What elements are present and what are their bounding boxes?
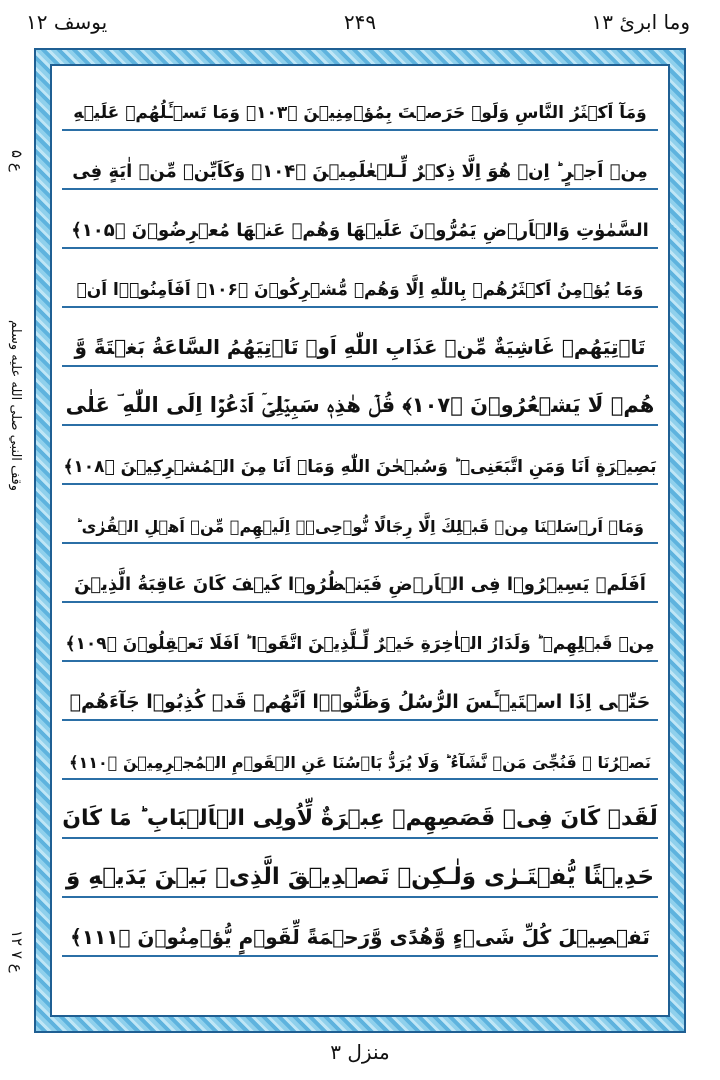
- text-line: مِنۡ اَجۡرٍ ؕ اِنۡ هُوَ اِلَّا ذِكۡرٌ لِّـلۡعٰلَمِيۡنَ ﴿۱۰۴﴾ وَكَاَيِّنۡ مِّنۡ اٰيَةٍ فِى: [62, 131, 658, 190]
- text-line: حَتّٰۤى اِذَا اسۡتَيۡـَٔسَ الرُّسُلُ وَظَنُّوۡۤا اَنَّهُمۡ قَدۡ كُذِبُوۡا جَآءَهُمۡ: [62, 662, 658, 721]
- margin-note: ﻭﻗﻒ ﺍﻟﻨﺒﻲ ﺻﻠﻰ ﺍﻟﻠﻪ ﻋﻠﻴﻪ ﻭﺳﻠﻢ: [8, 320, 23, 491]
- text-line: وَمَا يُؤۡمِنُ اَكۡثَرُهُمۡ بِاللّٰهِ اِلَّا وَهُمۡ مُّشۡرِكُوۡنَ ﴿۱۰۶﴾ اَفَاَمِنُوۡۤا اَنۡ: [62, 249, 658, 308]
- text-line: تَفۡصِيۡلَ كُلِّ شَىۡءٍ وَّهُدًى وَّرَحۡمَةً لِّقَوۡمٍ يُّؤۡمِنُوۡنَ ﴿۱۱۱﴾: [62, 898, 658, 957]
- text-line: هُمۡ لَا يَشۡعُرُوۡنَ ﴿۱۰۷﴾ قُلۡ هٰذِهٖ سَبِيۡلِىۡۤ اَدۡعُوۡۤا اِلَى اللّٰهِ ؔ عَلٰى: [62, 367, 658, 426]
- text-line: السَّمٰوٰتِ وَالۡاَرۡضِ يَمُرُّوۡنَ عَلَيۡهَا وَهُمۡ عَنۡهَا مُعۡرِضُوۡنَ ﴿۱۰۵﴾: [62, 190, 658, 249]
- text-line: تَاۡتِيَهُمۡ غَاشِيَةٌ مِّنۡ عَذَابِ اللّٰهِ اَوۡ تَاۡتِيَهُمُ السَّاعَةُ بَغۡتَةً وَّ: [62, 308, 658, 367]
- page-border: [34, 48, 686, 1033]
- text-line: حَدِيۡثًا يُّفۡتَـرٰى وَلٰـكِنۡ تَصۡدِيۡقَ الَّذِىۡ بَيۡنَ يَدَيۡهِ وَ: [62, 839, 658, 898]
- ruku-marker-top: ع ۵: [8, 150, 26, 172]
- text-line: اَفَلَمۡ يَسِيۡرُوۡا فِى الۡاَرۡضِ فَيَنۡظُرُوۡا كَيۡفَ كَانَ عَاقِبَةُ الَّذِيۡنَ: [62, 544, 658, 603]
- text-line: لَقَدۡ كَانَ فِىۡ قَصَصِهِمۡ عِبۡرَةٌ لِّاُولِى الۡاَلۡبَابِ ؕ مَا كَانَ: [62, 780, 658, 839]
- text-line: نَصۡرُنَا ۙ فَنُجِّىَ مَنۡ نَّشَآءُ ؕ وَلَا يُرَدُّ بَاۡسُنَا عَنِ الۡقَوۡمِ الۡمُجۡرِمِيۡنَ ﴿۱۱۰﴾: [62, 721, 658, 780]
- surah-name: يوسف ۱۲: [26, 10, 108, 34]
- ruku-marker-bottom: ع ۷ ۱۲: [8, 930, 26, 973]
- text-line: مِنۡ قَبۡلِهِمۡ ؕ وَلَدَارُ الۡاٰخِرَةِ خَيۡرٌ لِّـلَّذِيۡنَ اتَّقَوۡا ؕ اَفَلَا تَعۡقِلُوۡنَ ﴿۱۰۹﴾: [62, 603, 658, 662]
- text-panel: [50, 64, 670, 1017]
- page-number: ۲۴۹: [343, 10, 377, 34]
- juz-name: وما ابرئ ۱۳: [591, 10, 690, 34]
- manzil-label: منزل ۳: [330, 1040, 390, 1064]
- text-line: بَصِيۡرَةٍ اَنَا وَمَنِ اتَّبَعَنِىۡ ؕ وَسُبۡحٰنَ اللّٰهِ وَمَاۤ اَنَا مِنَ الۡمُشۡرِكِيۡنَ ﴿۱۰۸﴾: [62, 426, 658, 485]
- text-line: وَمَآ اَكۡثَرُ النَّاسِ وَلَوۡ حَرَصۡتَ بِمُؤۡمِنِيۡنَ ﴿۱۰۳﴾ وَمَا تَسۡـَٔلُهُمۡ عَلَيۡهِ: [62, 72, 658, 131]
- text-line: وَمَاۤ اَرۡسَلۡنَا مِنۡ قَبۡلِكَ اِلَّا رِجَالًا نُّوۡحِىۡۤ اِلَيۡهِمۡ مِّنۡ اَهۡلِ الۡقُرٰى ؕ: [62, 485, 658, 544]
- page-header: [0, 0, 720, 52]
